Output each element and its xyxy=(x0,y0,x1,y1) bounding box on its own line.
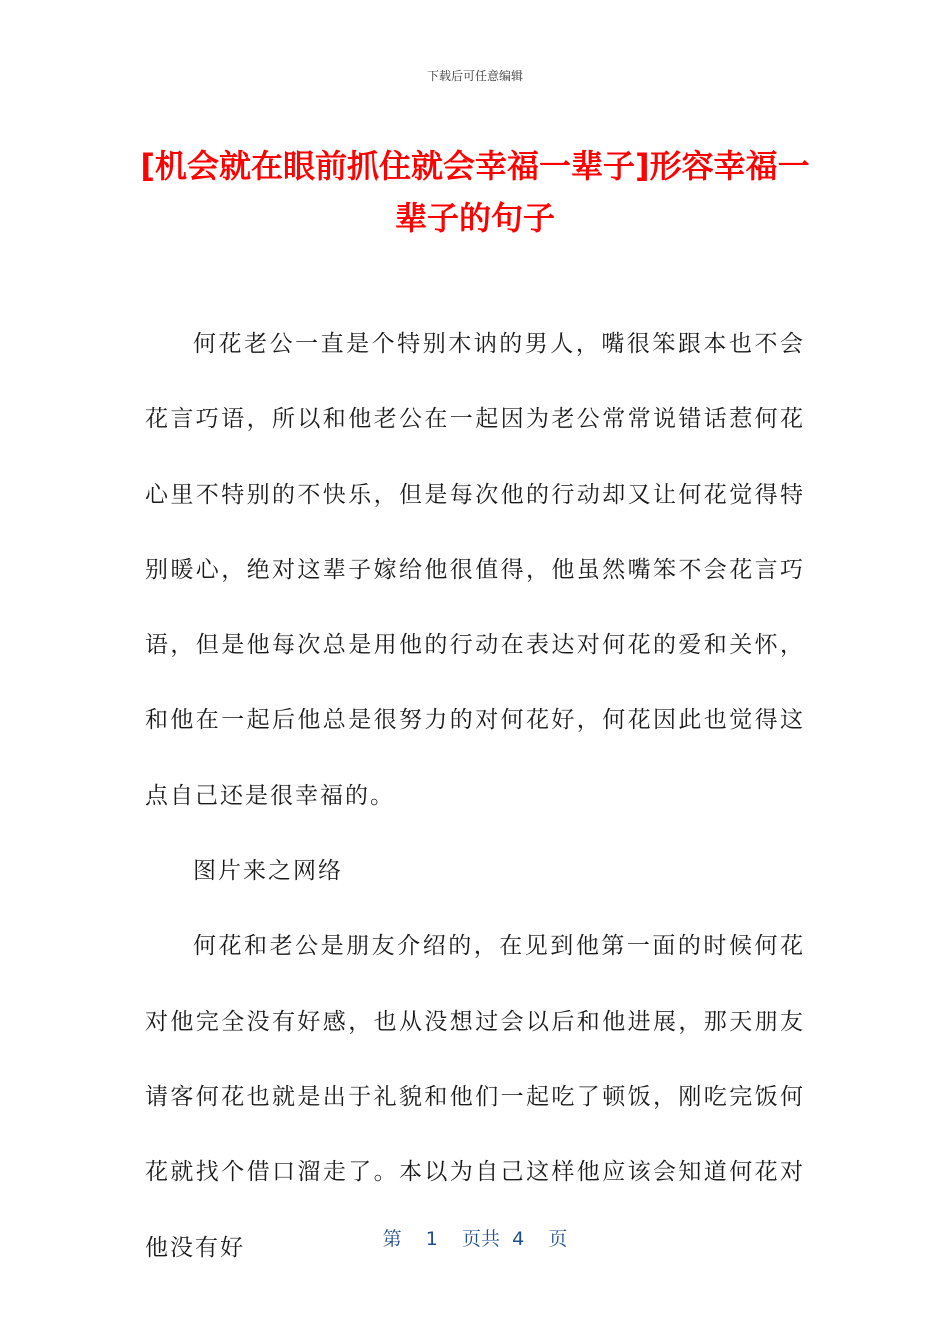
paragraph: 何花老公一直是个特别木讷的男人，嘴很笨跟本也不会花言巧语，所以和他老公在一起因为老公常常说错话惹何花心里不特别的不快乐，但是每次他的行动却又让何花觉得特别暖心，绝对这辈子嫁给他很值得，他虽然嘴笨不会花言巧语，但是他每次总是用他的行动在表达对何花的爱和关怀，和他在一起后他总是很努力的对何花好，何花因此也觉得这点自己还是很幸福的。 xyxy=(145,331,805,809)
document-body xyxy=(145,307,805,1286)
header-note: 下载后可任意编辑 xyxy=(426,69,523,83)
paragraph: 何花和老公是朋友介绍的，在见到他第一面的时候何花对他完全没有好感，也从没想过会以后和他进展，那天朋友请客何花也就是出于礼貌和他们一起吃了顿饭，刚吃完饭何花就找个借口溜走了。本以为自己这样他应该会知道何花对他没有好 xyxy=(145,933,805,1261)
page-label-mid: 页共 xyxy=(462,1228,501,1250)
page-label-prefix: 第 xyxy=(382,1228,402,1250)
current-page-number: 1 xyxy=(425,1228,438,1250)
page-footer xyxy=(0,1224,950,1251)
page-label-suffix: 页 xyxy=(548,1228,568,1250)
total-pages-number: 4 xyxy=(512,1228,525,1250)
image-caption: 图片来之网络 xyxy=(193,858,343,885)
document-title: [机会就在眼前抓住就会幸福一辈子]形容幸福一辈子的句子 xyxy=(140,147,810,237)
